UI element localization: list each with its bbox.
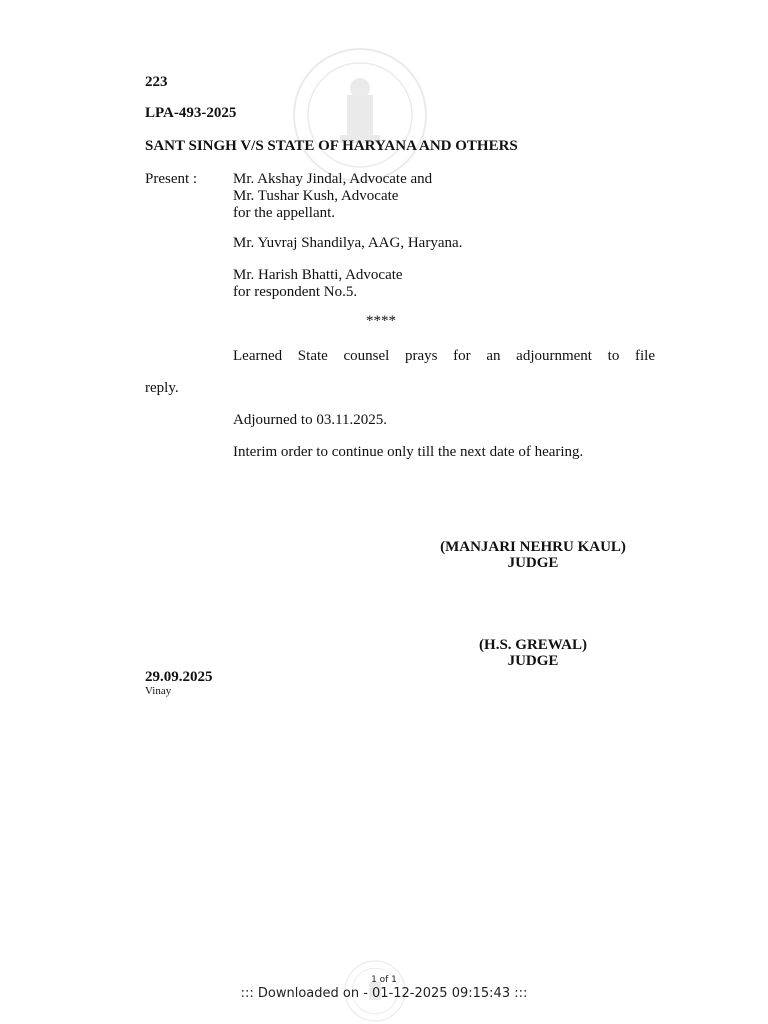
download-stamp: ::: Downloaded on - 01-12-2025 09:15:43 ::: <box>240 986 528 1001</box>
counsel-line: for respondent No.5. <box>233 284 358 300</box>
typist-initials: Vinay <box>145 685 172 697</box>
state-counsel: Mr. Yuvraj Shandilya, AAG, Haryana. <box>233 235 463 251</box>
appellant-counsel <box>233 171 432 222</box>
interim-order-line: Interim order to continue only till the next date of hearing. <box>233 444 584 460</box>
case-number: LPA-493-2025 <box>145 105 237 121</box>
counsel-line: Mr. Tushar Kush, Advocate <box>233 188 399 204</box>
counsel-line: for the appellant. <box>233 205 336 221</box>
serial-number: 223 <box>145 74 168 90</box>
separator: **** <box>366 313 396 329</box>
respondent-counsel <box>233 267 403 301</box>
page-indicator: 1 of 1 <box>371 975 397 985</box>
order-paragraph-continuation: reply. <box>145 380 179 396</box>
judge-title: JUDGE <box>507 555 559 571</box>
case-title: SANT SINGH V/S STATE OF HARYANA AND OTHERS <box>145 138 518 154</box>
adjournment-line: Adjourned to 03.11.2025. <box>233 412 388 428</box>
judge-name: (MANJARI NEHRU KAUL) <box>440 539 626 555</box>
court-emblem-icon <box>285 40 435 190</box>
present-label: Present : <box>145 171 198 187</box>
judge-name: (H.S. GREWAL) <box>479 637 587 653</box>
order-date: 29.09.2025 <box>145 669 213 685</box>
order-paragraph: Learned State counsel prays for an adjournment to file <box>233 348 655 364</box>
judge-title: JUDGE <box>507 653 559 669</box>
counsel-line: Mr. Harish Bhatti, Advocate <box>233 267 403 283</box>
counsel-line: Mr. Akshay Jindal, Advocate and <box>233 171 433 187</box>
